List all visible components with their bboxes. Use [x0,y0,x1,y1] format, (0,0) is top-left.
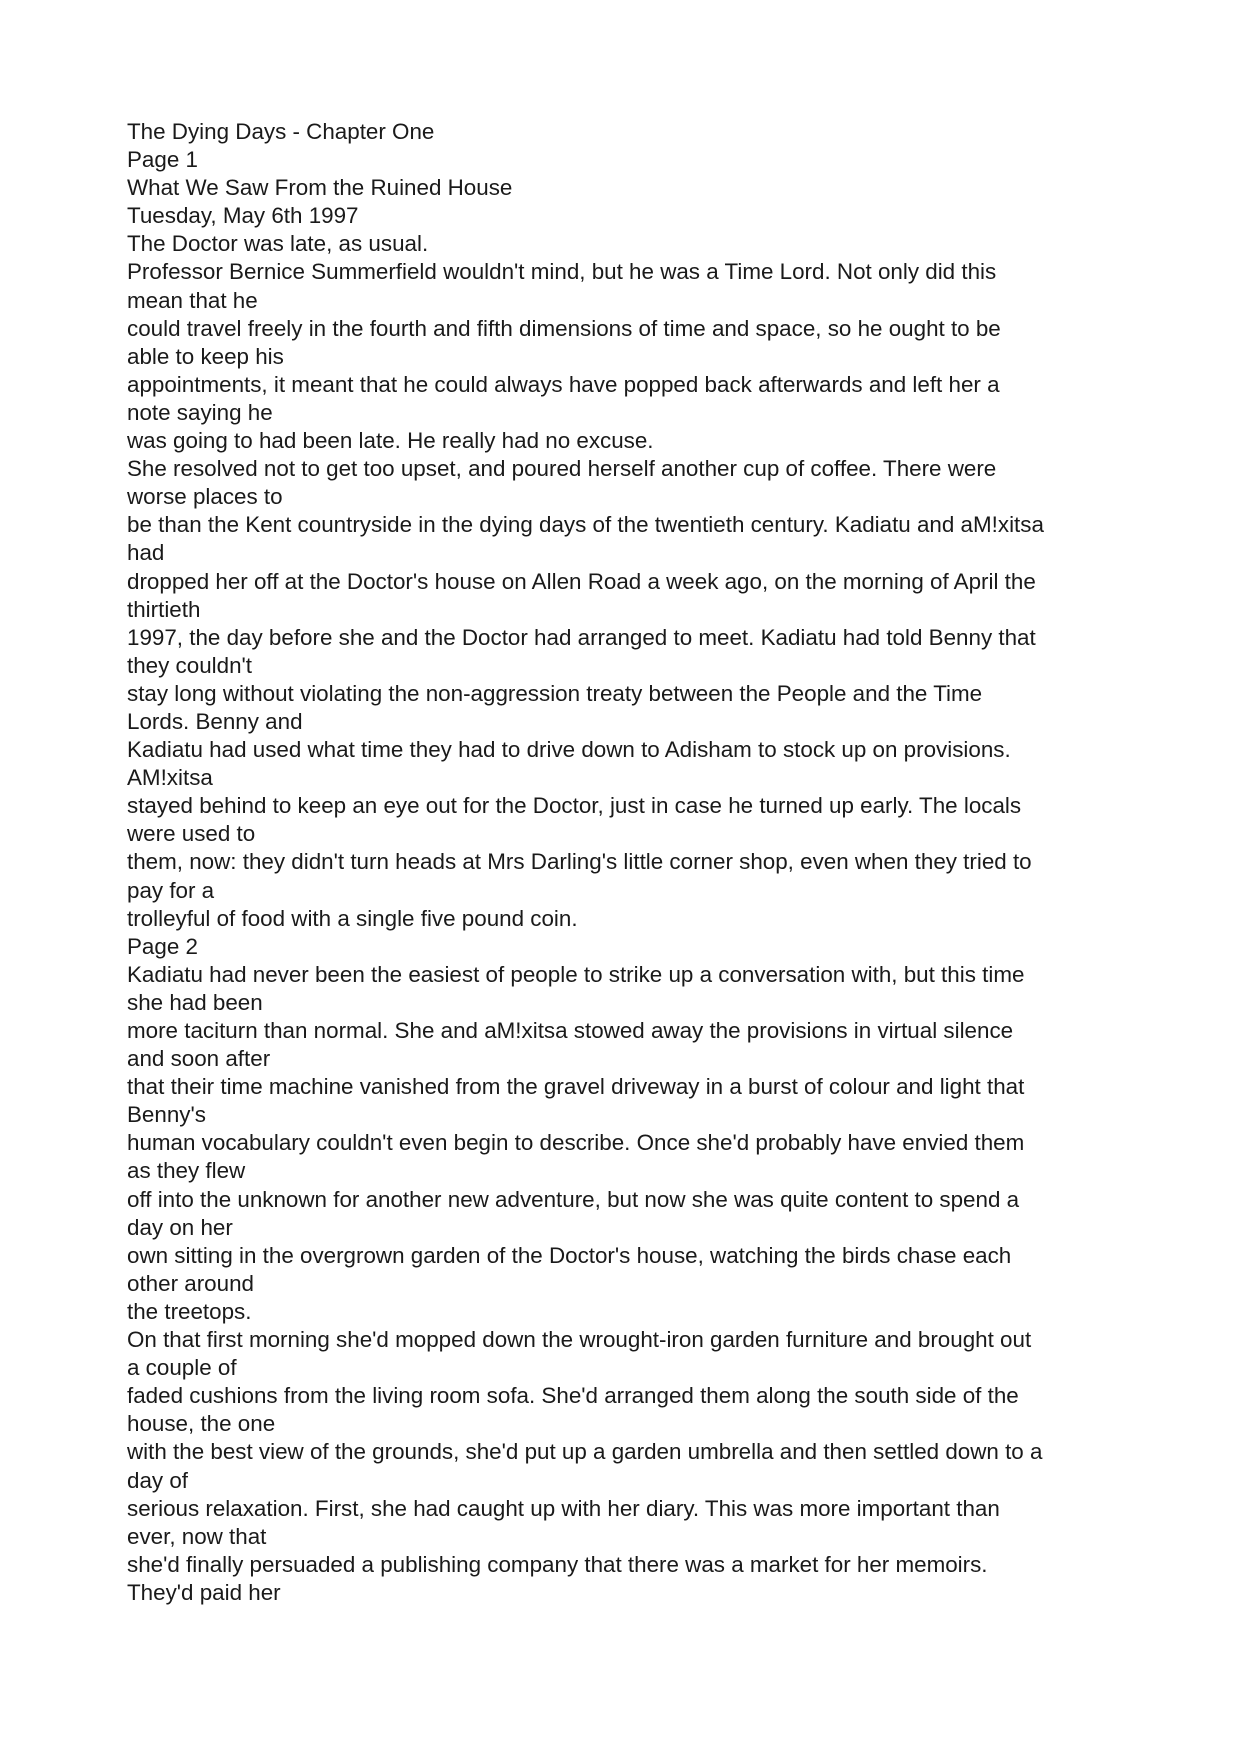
text-line: was going to had been late. He really had no excuse. [127,428,654,454]
text-line: She resolved not to get too upset, and poured herself another cup of coffee. There were [127,456,997,482]
text-line: they couldn't [127,652,253,678]
text-line: Kadiatu had never been the easiest of people to strike up a conversation with, but this time [127,961,1025,987]
text-line: stay long without violating the non-aggression treaty between the People and the Time [127,680,983,706]
text-line: dropped her off at the Doctor's house on Allen Road a week ago, on the morning of April the [127,568,1036,594]
text-line: appointments, it meant that he could always have popped back afterwards and left her a [127,371,1000,397]
text-line: On that first morning she'd mopped down the wrought-iron garden furniture and brought out [127,1327,1032,1353]
text-line: serious relaxation. First, she had caught up with her diary. This was more important than [127,1495,1000,1521]
text-line: Kadiatu had used what time they had to drive down to Adisham to stock up on provisions. [127,737,1011,763]
text-line: Professor Bernice Summerfield wouldn't mind, but he was a Time Lord. Not only did this [127,259,997,285]
text-line: Benny's [127,1102,206,1128]
text-line: What We Saw From the Ruined House [127,175,513,201]
text-line: the treetops. [127,1298,252,1324]
text-line: and soon after [127,1046,271,1072]
text-line: human vocabulary couldn't even begin to describe. Once she'd probably have envied them [127,1130,1025,1156]
text-line: own sitting in the overgrown garden of the Doctor's house, watching the birds chase each [127,1242,1012,1268]
text-line: were used to [127,821,256,847]
text-line: stayed behind to keep an eye out for the Doctor, just in case he turned up early. The locals [127,793,1022,819]
text-line: trolleyful of food with a single five pound coin. [127,905,578,931]
text-line: They'd paid her [127,1579,281,1605]
text-line: faded cushions from the living room sofa. She'd arranged them along the south side of the [127,1383,1019,1409]
text-line: The Dying Days - Chapter One [127,119,435,144]
text-line: them, now: they didn't turn heads at Mrs Darling's little corner shop, even when they tried to [127,849,1032,875]
text-line: be than the Kent countryside in the dying days of the twentieth century. Kadiatu and aM!xitsa [127,512,1044,538]
text-line: could travel freely in the fourth and fifth dimensions of time and space, so he ought to be [127,315,1001,341]
text-line: The Doctor was late, as usual. [127,231,429,257]
text-line: worse places to [127,484,283,510]
text-line: note saying he [127,399,273,425]
text-line: AM!xitsa [127,765,213,791]
text-line: more taciturn than normal. She and aM!xitsa stowed away the provisions in virtual silence [127,1018,1014,1043]
text-line: 1997, the day before she and the Doctor had arranged to meet. Kadiatu had told Benny that [127,624,1036,650]
text-line: other around [127,1270,254,1296]
text-line: mean that he [127,287,258,313]
text-line: ever, now that [127,1523,267,1549]
text-line: thirtieth [127,596,201,622]
text-line: she'd finally persuaded a publishing company that there was a market for her memoirs. [127,1551,988,1577]
document-page [127,118,1127,1607]
text-line: that their time machine vanished from the gravel driveway in a burst of colour and light that [127,1074,1025,1100]
text-line: Lords. Benny and [127,708,303,734]
text-line: off into the unknown for another new adventure, but now she was quite content to spend a [127,1186,1020,1212]
text-line: house, the one [127,1411,276,1437]
text-line: day of [127,1467,188,1493]
text-line: pay for a [127,877,215,903]
text-line: Page 2 [127,933,198,959]
text-line: day on her [127,1214,233,1240]
text-line: able to keep his [127,343,284,369]
text-line: Tuesday, May 6th 1997 [127,203,359,229]
text-line: with the best view of the grounds, she'd put up a garden umbrella and then settled down to a [127,1439,1043,1465]
text-line: had [127,540,165,566]
text-line: Page 1 [127,147,198,173]
text-line: a couple of [127,1355,237,1381]
text-line: she had been [127,989,263,1015]
text-line: as they flew [127,1158,246,1184]
